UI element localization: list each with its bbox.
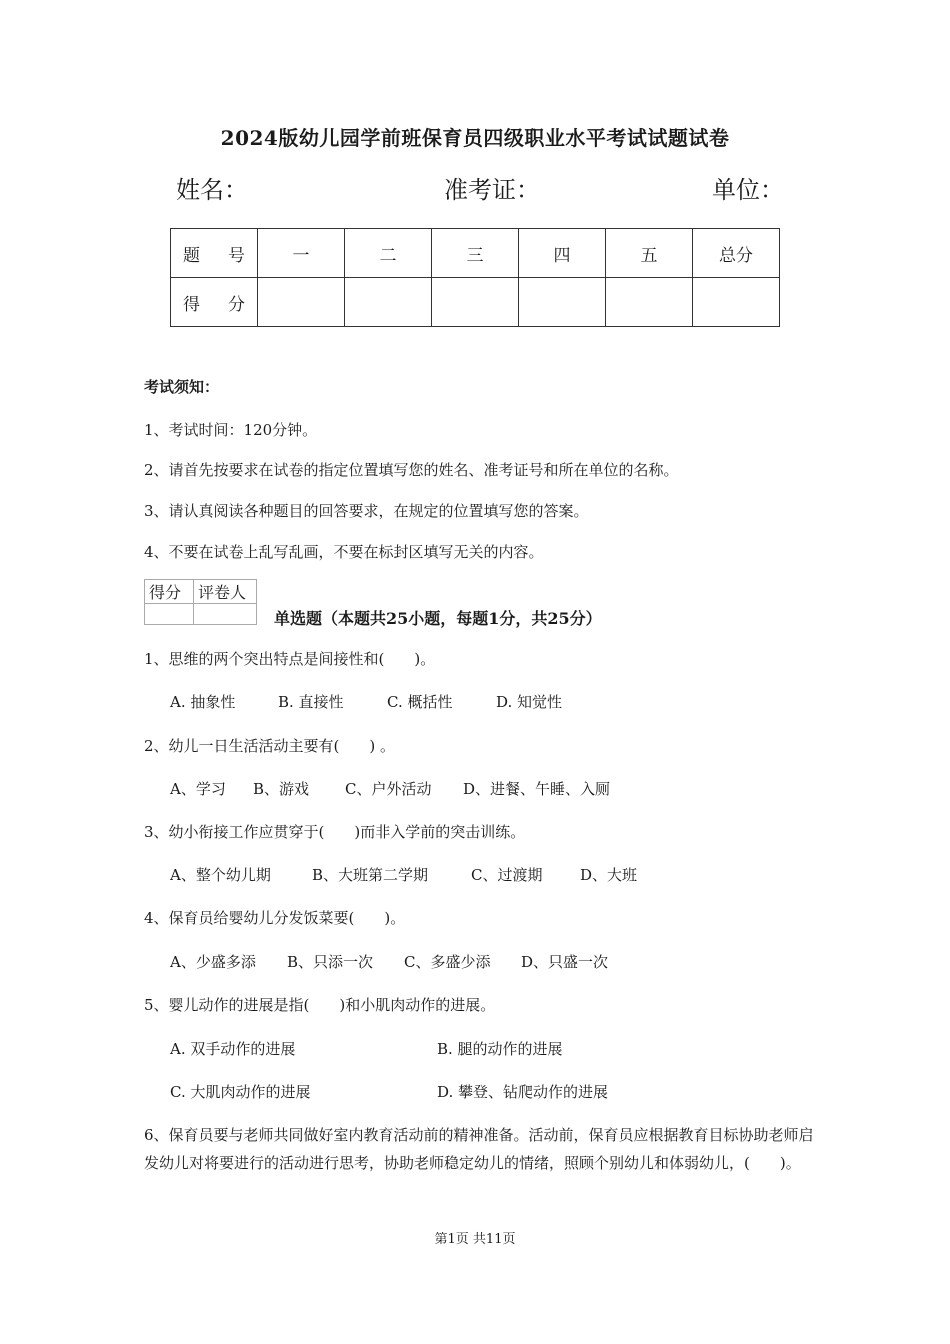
- score-header-cell: 一: [258, 229, 345, 278]
- score-header-cell: 总分: [693, 229, 780, 278]
- question-option: D. 攀登、钻爬动作的进展: [437, 1083, 609, 1101]
- question-option: B、只添一次: [287, 953, 374, 971]
- grader-score-cell: [145, 604, 194, 625]
- question-option: C、户外活动: [345, 780, 432, 798]
- score-table: [170, 228, 780, 327]
- grader-score-label: 得分: [145, 580, 194, 604]
- question-option: C. 概括性: [387, 693, 453, 711]
- question-option: D、进餐、午睡、入厕: [463, 780, 611, 798]
- question-stem: 3、幼小衔接工作应贯穿于( )而非入学前的突击训练。: [144, 823, 526, 841]
- notice-item: 2、请首先按要求在试卷的指定位置填写您的姓名、准考证号和所在单位的名称。: [144, 461, 679, 479]
- question-option: B、大班第二学期: [312, 866, 429, 884]
- question-option: A. 双手动作的进展: [170, 1040, 296, 1058]
- unit-field-label: 单位：: [712, 176, 784, 204]
- notice-item: 1、考试时间：120分钟。: [144, 421, 318, 439]
- section-title: 单选题（本题共25小题，每题1分，共25分）: [274, 609, 602, 628]
- grader-name-label: 评卷人: [194, 580, 257, 604]
- score-cell: [693, 278, 780, 327]
- question-option: B. 直接性: [278, 693, 344, 711]
- score-cell: [345, 278, 432, 327]
- question-option: B、游戏: [253, 780, 310, 798]
- grader-box: [144, 579, 257, 625]
- name-field-label: 姓名：: [176, 176, 248, 204]
- question-option: A、少盛多添: [170, 953, 256, 971]
- score-table-row-label: 题 号: [171, 229, 258, 278]
- score-table-row-label: 得 分: [171, 278, 258, 327]
- question-option: D. 知觉性: [496, 693, 563, 711]
- question-option: D、只盛一次: [521, 953, 609, 971]
- question-stem: 4、保育员给婴幼儿分发饭菜要( )。: [144, 909, 406, 927]
- question-option: C. 大肌肉动作的进展: [170, 1083, 311, 1101]
- score-table-header-row: [171, 229, 780, 278]
- question-stem: 1、思维的两个突出特点是间接性和( )。: [144, 650, 436, 668]
- question-stem: 5、婴儿动作的进展是指( )和小肌肉动作的进展。: [144, 996, 496, 1014]
- notice-heading: 考试须知：: [144, 378, 220, 396]
- question-option: D、大班: [580, 866, 638, 884]
- document-title: 2024版幼儿园学前班保育员四级职业水平考试试题试卷: [220, 126, 730, 150]
- score-header-cell: 四: [519, 229, 606, 278]
- score-header-cell: 二: [345, 229, 432, 278]
- exam-number-field-label: 准考证：: [444, 176, 540, 204]
- page-footer: 第1页 共11页: [434, 1232, 516, 1247]
- question-option: C、过渡期: [471, 866, 543, 884]
- notice-item: 4、不要在试卷上乱写乱画，不要在标封区填写无关的内容。: [144, 543, 544, 561]
- question-option: A、学习: [170, 780, 226, 798]
- question-stem: 2、幼儿一日生活活动主要有( ) 。: [144, 737, 396, 755]
- question-option: C、多盛少添: [404, 953, 491, 971]
- notice-item: 3、请认真阅读各种题目的回答要求，在规定的位置填写您的答案。: [144, 502, 589, 520]
- score-table-score-row: [171, 278, 780, 327]
- score-header-cell: 五: [606, 229, 693, 278]
- score-header-cell: 三: [432, 229, 519, 278]
- score-cell: [519, 278, 606, 327]
- score-cell: [258, 278, 345, 327]
- question-stem: 6、保育员要与老师共同做好室内教育活动前的精神准备。活动前，保育员应根据教育目标协助老师启发幼儿对将要进行的活动进行思考，协助老师稳定幼儿的情绪，照顾个别幼儿和体弱幼儿，( )。: [144, 1126, 814, 1172]
- grader-name-cell: [194, 604, 257, 625]
- question-option: A、整个幼儿期: [170, 866, 271, 884]
- score-cell: [432, 278, 519, 327]
- score-cell: [606, 278, 693, 327]
- question-option: A. 抽象性: [170, 693, 236, 711]
- question-option: B. 腿的动作的进展: [437, 1040, 563, 1058]
